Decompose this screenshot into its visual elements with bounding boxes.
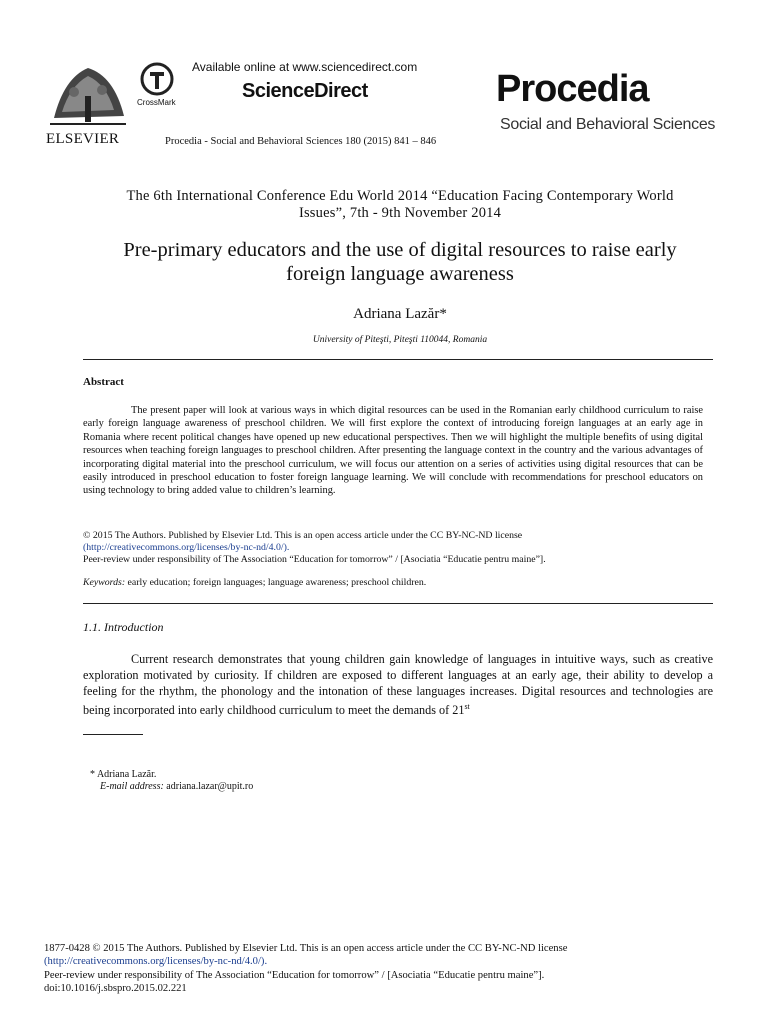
introduction-body [83,651,713,718]
publisher-name: ELSEVIER [46,131,120,147]
elsevier-tree-logo [44,58,132,130]
page-footer [44,942,724,996]
footnote-email [100,781,253,792]
introduction-superscript: st [464,702,470,711]
footnote-email-address[interactable]: adriana.lazar@upit.ro [163,781,254,792]
license-link[interactable]: (http://creativecommons.org/licenses/by-nc-nd/4.0/). [83,542,290,554]
license-block [83,530,703,567]
abstract-top-rule [83,359,713,360]
abstract-body: The present paper will look at various ways in which digital resources can be used in the Romanian early childhood curriculum to raise early foreign language awareness of preschool children. We will first explore the context of introducing foreign languages at an early age in Romania where recent political changes have opened up new educational perspectives. Then we will highlight the multiple benefits of using digital resources when teaching foreign languages to preschool children. After presenting the language context in the country and the various advantages of incorporating digital material into the preschool curriculum, we will focus our attention on a series of activities using digital resources that can be easily introduced in preschool education to foster foreign language learning. We will conclude with recommendations for preschool educators on using technology to bring added value to children’s learning. [83,405,703,497]
footnote-rule [83,734,143,735]
paper-title-line-2: foreign language awareness [286,263,514,285]
paper-title [60,238,740,286]
conference-heading [80,188,720,222]
footnote-email-label: E-mail address: [100,781,164,792]
procedia-title: Procedia [496,68,649,110]
conference-line-2: Issues”, 7th - 9th November 2014 [298,205,502,221]
author-affiliation: University of Piteşti, Piteşti 110044, Romania [312,335,488,345]
author-name: Adriana Lazăr* [353,306,447,322]
license-line: © 2015 The Authors. Published by Elsevier Ltd. This is an open access article under the CC BY-NC-ND license [83,530,523,541]
journal-reference: Procedia - Social and Behavioral Sciences 180 (2015) 841 – 846 [165,136,437,147]
abstract-heading: Abstract [83,376,124,388]
peer-review-line: Peer-review under responsibility of The Association “Education for tomorrow” / [Asociatia “Educatie pentru maine”]. [83,554,546,566]
crossmark-label: CrossMark [137,98,176,107]
footer-license: 1877-0428 © 2015 The Authors. Published by Elsevier Ltd. This is an open access article under the CC BY-NC-ND license [44,943,568,954]
section-heading-introduction: 1.1. Introduction [83,620,164,634]
conference-line-1: The 6th International Conference Edu World 2014 “Education Facing Contemporary World [126,188,674,204]
keywords-line [83,577,703,589]
footer-license-link[interactable]: (http://creativecommons.org/licenses/by-nc-nd/4.0/). [44,956,268,968]
sciencedirect-wordmark: ScienceDirect [242,80,368,102]
keywords-label: Keywords: [83,577,126,588]
footer-doi[interactable]: doi:10.1016/j.sbspro.2015.02.221 [44,983,187,995]
crossmark-icon[interactable] [140,62,174,96]
keywords-values: early education; foreign languages; language awareness; preschool children. [125,577,427,588]
introduction-text: Current research demonstrates that young children gain knowledge of languages in intuitive ways, such as creative exploration motivated by curiosity. If children are exposed to different languages at an early age, their ability to develop a feeling for the rhythm, the phonology and the intonation of these languages increases. Digital resources and technologies are being incorporated into early childhood curriculum to meet the demands of 21 [83,652,713,718]
paper-title-line-1: Pre-primary educators and the use of digital resources to raise early [123,239,677,261]
footnote-author: * Adriana Lazăr. [90,769,157,780]
footer-peer-review: Peer-review under responsibility of The Association “Education for tomorrow” / [Asociatia “Educatie pentru maine”]. [44,969,545,981]
procedia-subtitle: Social and Behavioral Sciences [500,116,716,133]
available-online-text: Available online at www.sciencedirect.com [192,60,418,74]
abstract-bottom-rule [83,603,713,604]
